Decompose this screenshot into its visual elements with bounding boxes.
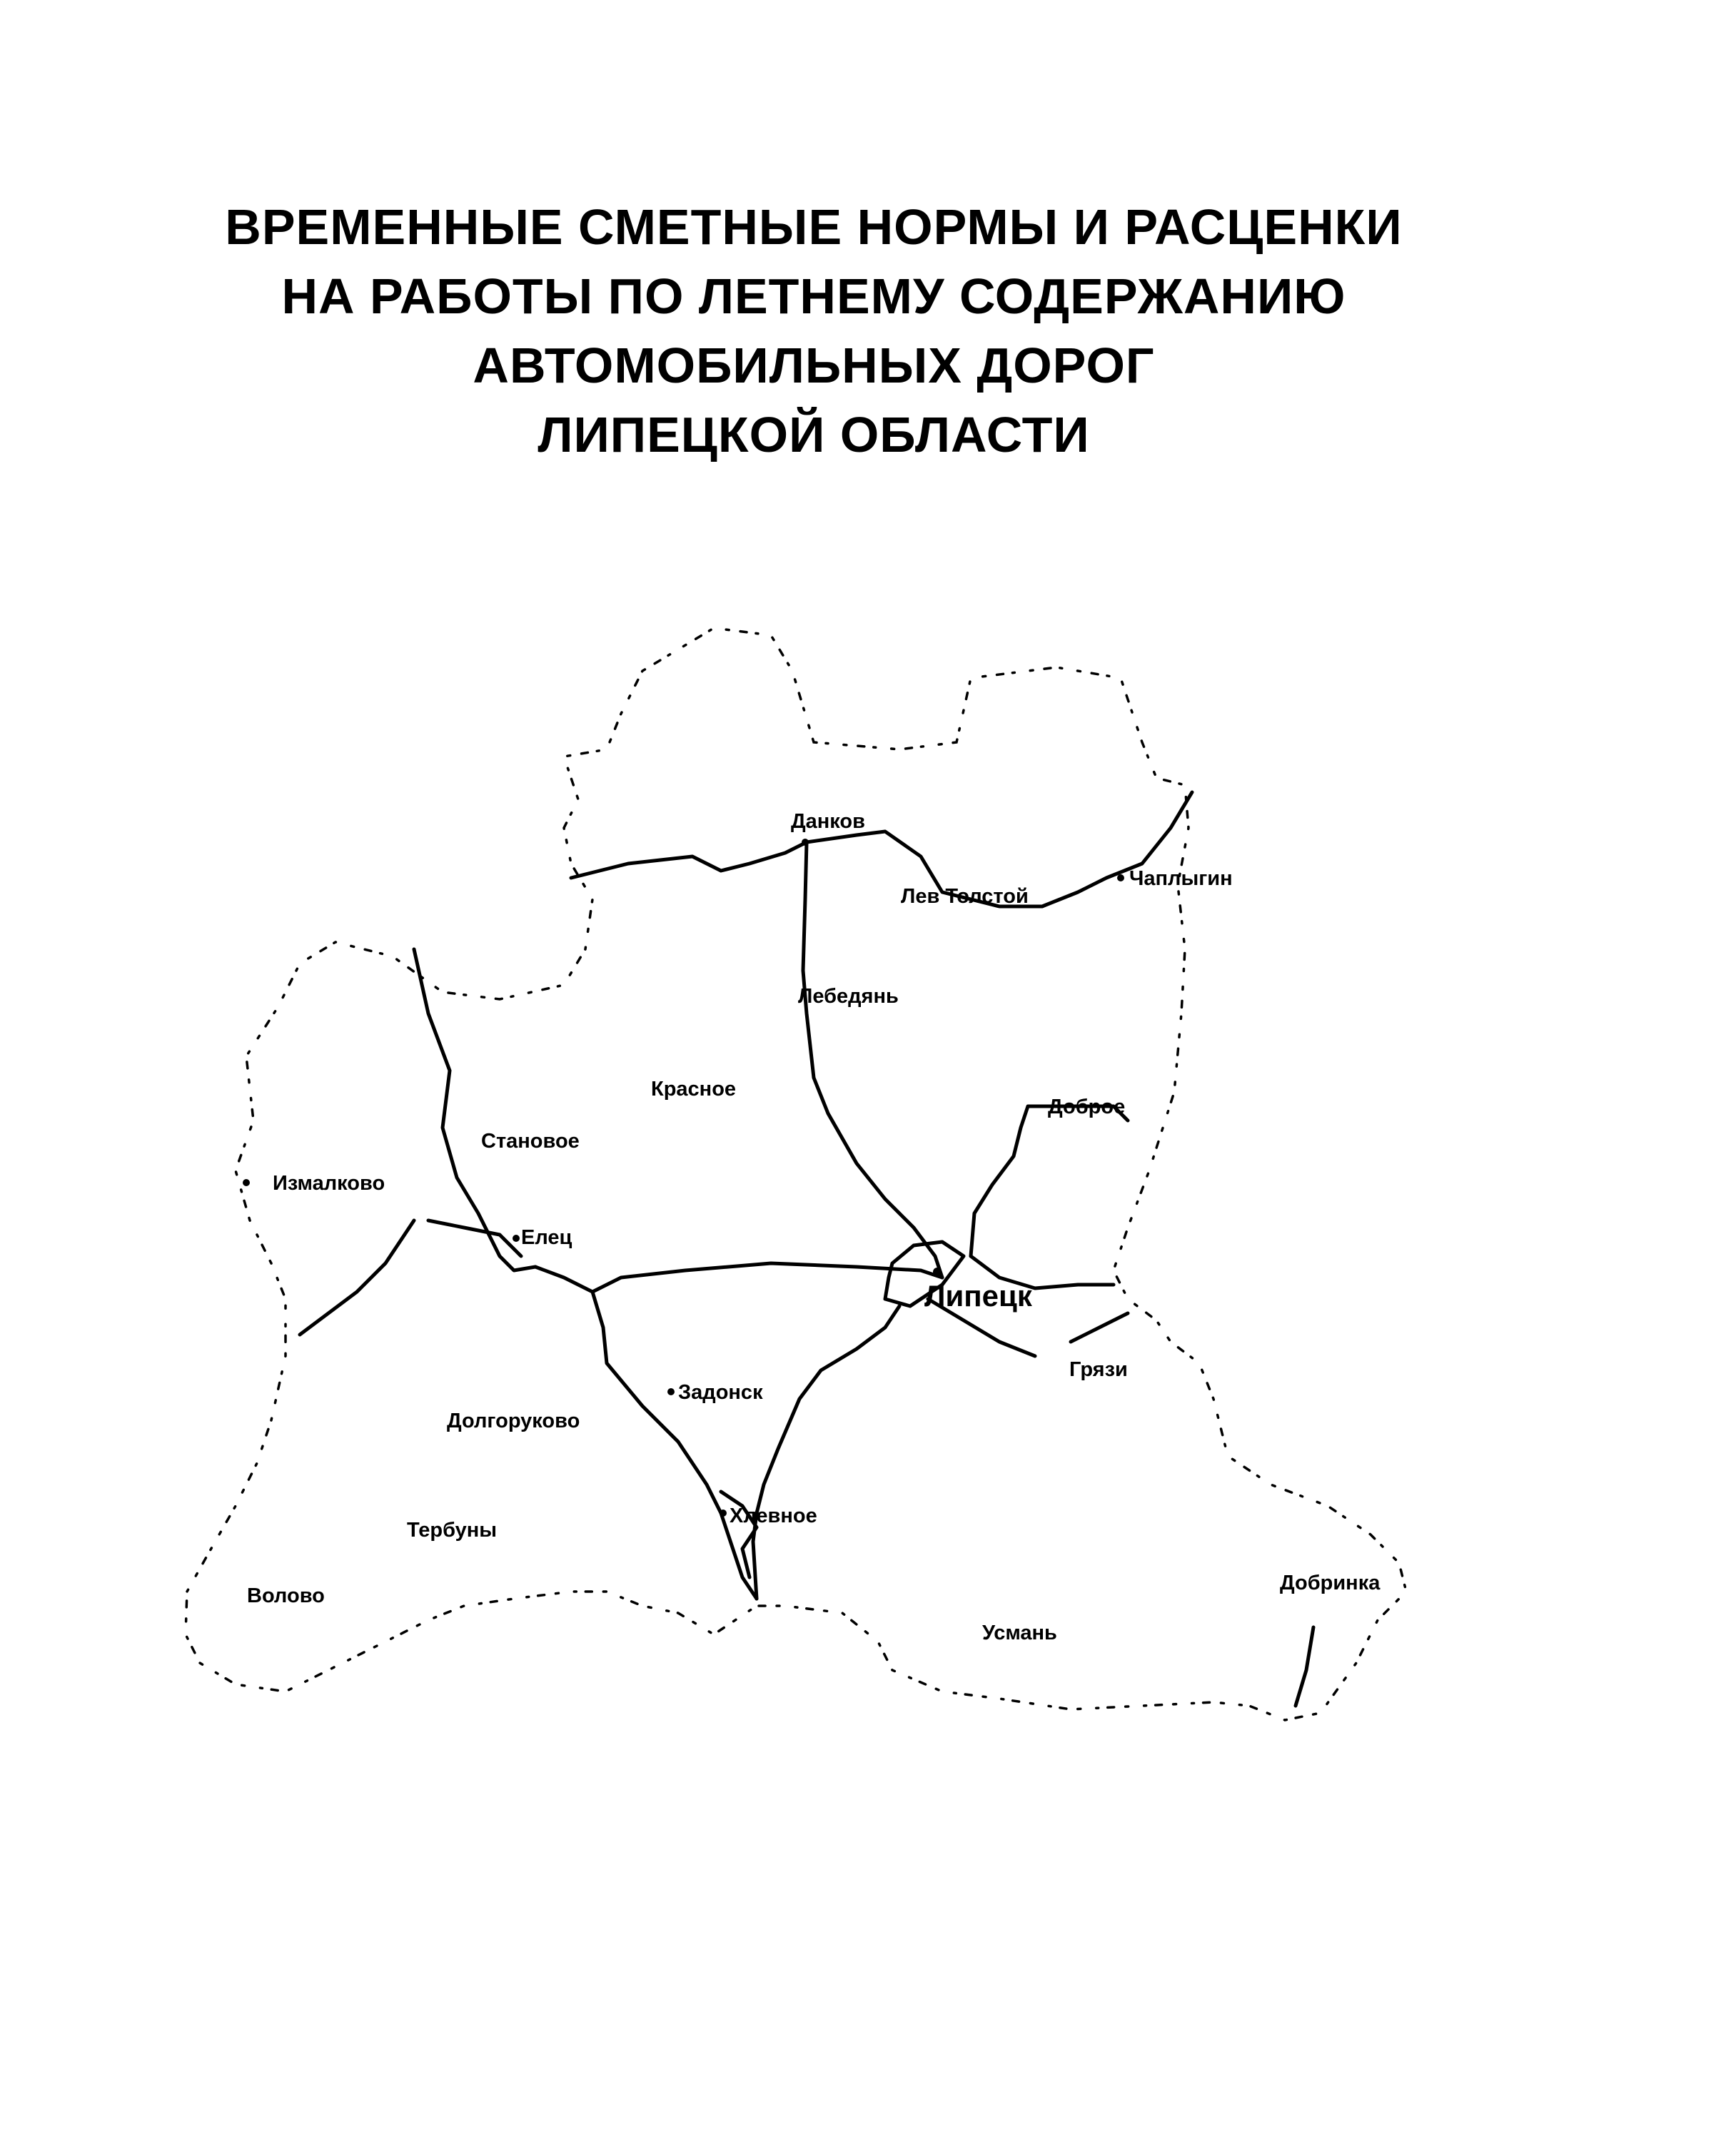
- town-dot-zadonsk: [667, 1388, 675, 1395]
- town-dot-khlevnoe: [720, 1510, 727, 1517]
- title-line-3: АВТОМОБИЛЬНЫХ ДОРОГ: [473, 338, 1155, 393]
- road-izmalkovo-southwest: [300, 1220, 414, 1335]
- town-dot-chaplygin: [1117, 874, 1124, 881]
- town-label-zadonsk: Задонск: [678, 1381, 763, 1404]
- town-label-dankov: Данков: [791, 810, 865, 833]
- title-line-1: ВРЕМЕННЫЕ СМЕТНЫЕ НОРМЫ И РАСЦЕНКИ: [225, 199, 1403, 255]
- town-label-krasnoe: Красное: [651, 1078, 737, 1101]
- town-label-stanovoe: Становое: [481, 1130, 580, 1153]
- town-label-lev-tolstoy: Лев Толстой: [901, 885, 1029, 908]
- town-label-izmalkovo: Измалково: [273, 1172, 385, 1195]
- town-label-dolgorukovo: Долгоруково: [447, 1410, 580, 1432]
- town-label-gryazi: Грязи: [1069, 1358, 1128, 1381]
- road-lipetsk-dobroe: [971, 1106, 1128, 1256]
- town-label-volovo: Волово: [247, 1584, 325, 1607]
- town-dot-elets: [513, 1235, 520, 1242]
- town-label-usman: Усмань: [982, 1622, 1057, 1644]
- town-label-elets: Елец: [521, 1226, 572, 1249]
- town-label-lebedyan: Лебедянь: [798, 985, 899, 1008]
- town-label-dobrinka: Добринка: [1280, 1572, 1381, 1594]
- road-gryazi-east: [1071, 1313, 1128, 1342]
- town-dot-izmalkovo: [243, 1179, 250, 1186]
- road-lipetsk-khlevnoe: [753, 1306, 899, 1599]
- road-elets-zadonsk-khlevnoe: [535, 1267, 757, 1599]
- town-label-khlevnoe: Хлевное: [730, 1505, 817, 1527]
- road-izmalkovo-elets: [428, 1220, 521, 1256]
- road-dankov-west: [571, 842, 807, 878]
- road-dobrinka-south: [1296, 1627, 1313, 1706]
- town-label-terbuny: Тербуны: [407, 1519, 498, 1542]
- town-label-lipetsk: Липецк: [924, 1279, 1032, 1313]
- town-dot-lipetsk: [933, 1268, 942, 1276]
- title-line-4: ЛИПЕЦКОЙ ОБЛАСТИ: [538, 407, 1090, 462]
- title-line-2: НА РАБОТЫ ПО ЛЕТНЕМУ СОДЕРЖАНИЮ: [281, 268, 1346, 324]
- town-label-chaplygin: Чаплыгин: [1129, 867, 1233, 890]
- town-label-dobroe: Доброе: [1048, 1096, 1126, 1118]
- town-dot-dankov: [802, 839, 809, 846]
